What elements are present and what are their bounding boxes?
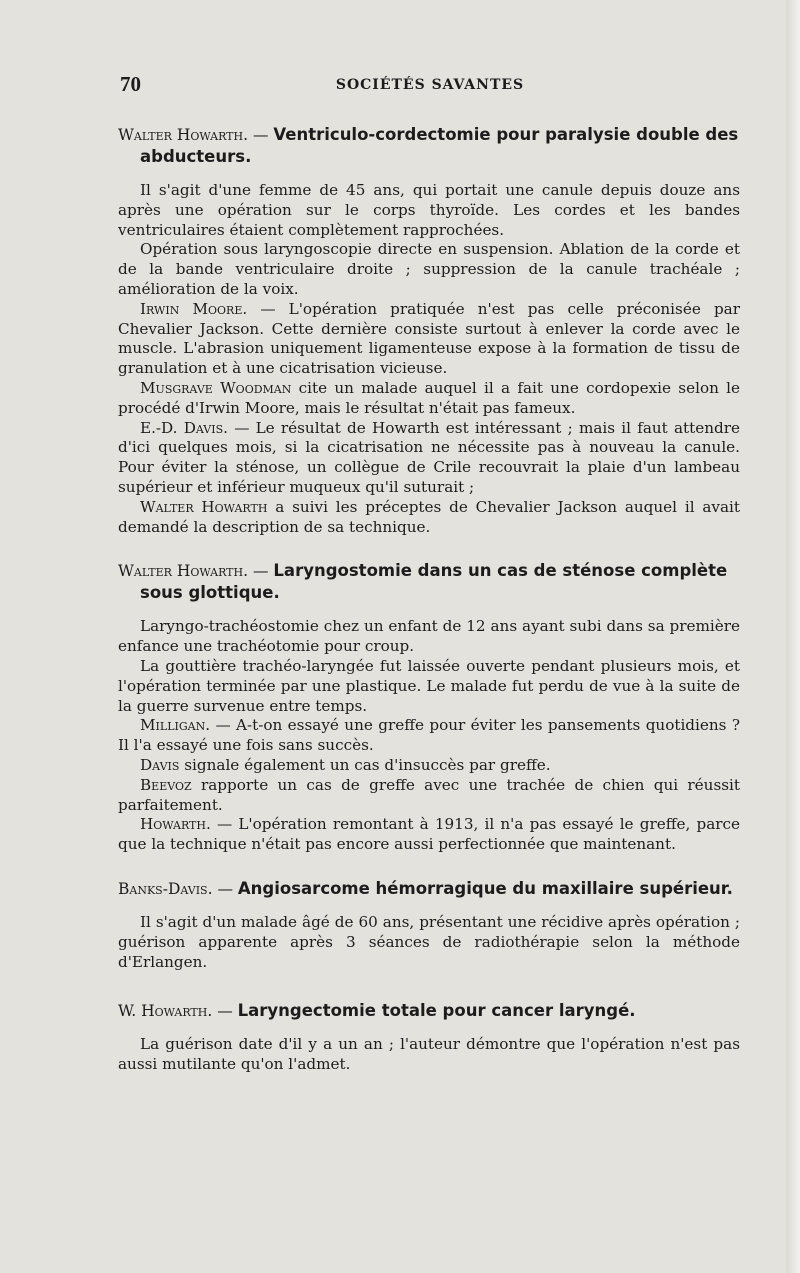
speaker-name: Walter Howarth bbox=[140, 497, 268, 516]
heading-dash: — bbox=[217, 879, 233, 898]
report-heading bbox=[118, 124, 740, 168]
heading-dash: — bbox=[252, 126, 269, 144]
report-title: Angiosarcome hémorragique du maxillaire supérieur. bbox=[237, 878, 733, 898]
report-author: W. Howarth. bbox=[118, 1002, 213, 1021]
paragraph bbox=[118, 379, 740, 419]
report-section bbox=[118, 560, 740, 855]
paragraph bbox=[118, 181, 740, 240]
report-section bbox=[118, 1000, 740, 1075]
paragraph-text: Opération sous laryngoscopie directe en suspension. Ablation de la corde et de la bande ventriculaire droite ; suppression de la canule trachéale ; amélioration de la voix. bbox=[118, 240, 740, 298]
paragraph-text: — Le résultat de Howarth est intéressant ; mais il faut attendre d'ici quelques mois, si la cicatrisation ne nécessite pas à nouveau la canule. Pour éviter la sténose, un collègue de Crile recouvrait la plaie d'un lambeau supérieur et inférieur muqueux qu'il suturait ; bbox=[118, 418, 741, 496]
report-section bbox=[118, 878, 740, 972]
paragraph bbox=[118, 300, 740, 379]
paragraph-text: Laryngo-trachéostomie chez un enfant de 12 ans ayant subi dans sa première enfance une trachéotomie pour croup. bbox=[118, 617, 740, 656]
paragraph-text: La guérison date d'il y a un an ; l'auteur démontre que l'opération n'est pas aussi mutilante qu'on l'admet. bbox=[118, 1035, 740, 1074]
report-title: Laryngectomie totale pour cancer laryngé. bbox=[237, 1001, 636, 1021]
report-heading bbox=[118, 560, 740, 604]
article-body bbox=[118, 124, 740, 1075]
paragraph-text: — L'opération remontant à 1913, il n'a pas essayé le greffe, parce que la technique n'était pas encore aussi perfectionnée que maintenant. bbox=[118, 815, 740, 854]
paragraph-text: rapporte un cas de greffe avec une trachée de chien qui réussit parfaitement. bbox=[118, 775, 740, 814]
speaker-name: E.-D. Davis. bbox=[140, 418, 228, 437]
paragraph bbox=[118, 815, 740, 855]
paragraph bbox=[118, 716, 740, 756]
paragraph bbox=[118, 913, 740, 972]
speaker-name: Davis bbox=[140, 755, 180, 774]
paragraph-text: Il s'agit d'un malade âgé de 60 ans, présentant une récidive après opération ; guérison apparente après 3 séances de radiothérapie selon la méthode d'Erlangen. bbox=[118, 912, 740, 971]
report-author: Walter Howarth. bbox=[118, 562, 249, 581]
report-heading bbox=[118, 1000, 740, 1022]
speaker-name: Milligan. bbox=[140, 716, 211, 735]
paragraph bbox=[118, 756, 740, 776]
paragraph-text: cite un malade auquel il a fait une cordopexie selon le procédé d'Irwin Moore, mais le résultat n'était pas fameux. bbox=[118, 378, 740, 417]
report-title: Laryngostomie dans un cas de sténose complète sous glottique. bbox=[140, 561, 728, 603]
page-edge-shadow bbox=[786, 0, 800, 1273]
speaker-name: Musgrave Woodman bbox=[140, 378, 292, 397]
page-number: 70 bbox=[120, 72, 141, 96]
paragraph-text: Il s'agit d'une femme de 45 ans, qui portait une canule depuis douze ans après une opération sur le corps thyroïde. Les cordes et les bandes ventriculaires étaient complètement rapprochées. bbox=[118, 181, 740, 239]
paragraph-text: — A-t-on essayé une greffe pour éviter les pansements quotidiens ? Il l'a essayé une fois sans succès. bbox=[118, 716, 740, 755]
paragraph bbox=[118, 776, 740, 816]
paragraph bbox=[118, 617, 740, 657]
speaker-name: Beevoz bbox=[140, 775, 192, 794]
report-section bbox=[118, 124, 740, 537]
page-header bbox=[120, 72, 740, 96]
heading-dash: — bbox=[217, 1002, 233, 1021]
paragraph bbox=[118, 419, 740, 498]
report-author: Banks-Davis. bbox=[118, 879, 213, 898]
paragraph-text: a suivi les préceptes de Chevalier Jackson auquel il avait demandé la description de sa technique. bbox=[118, 497, 741, 536]
paragraph bbox=[118, 498, 740, 538]
paragraph bbox=[118, 240, 740, 299]
paragraph-text: signale également un cas d'insuccès par greffe. bbox=[179, 755, 551, 774]
report-title: Ventriculo-cordectomie pour paralysie double des abducteurs. bbox=[140, 125, 739, 166]
running-head: SOCIÉTÉS SAVANTES bbox=[335, 77, 525, 93]
speaker-name: Irwin Moore. bbox=[140, 299, 248, 318]
paragraph bbox=[118, 1035, 740, 1075]
paragraph-text: La gouttière trachéo-laryngée fut laissée ouverte pendant plusieurs mois, et l'opération terminée par une plastique. Le malade fut perdu de vue à la suite de la guerre survenue entre temps. bbox=[118, 656, 740, 715]
report-heading bbox=[118, 878, 740, 900]
report-author: Walter Howarth. bbox=[118, 126, 249, 144]
paragraph-text: — L'opération pratiquée n'est pas celle préconisée par Chevalier Jackson. Cette dernière consiste surtout à enlever la corde avec le muscle. L'abrasion uniquement ligamenteuse expose à la formation de tissu de granulation et à une cicatrisation vicieuse. bbox=[118, 299, 740, 378]
heading-dash: — bbox=[252, 562, 269, 581]
paragraph bbox=[118, 657, 740, 716]
speaker-name: Howarth. bbox=[140, 815, 211, 834]
